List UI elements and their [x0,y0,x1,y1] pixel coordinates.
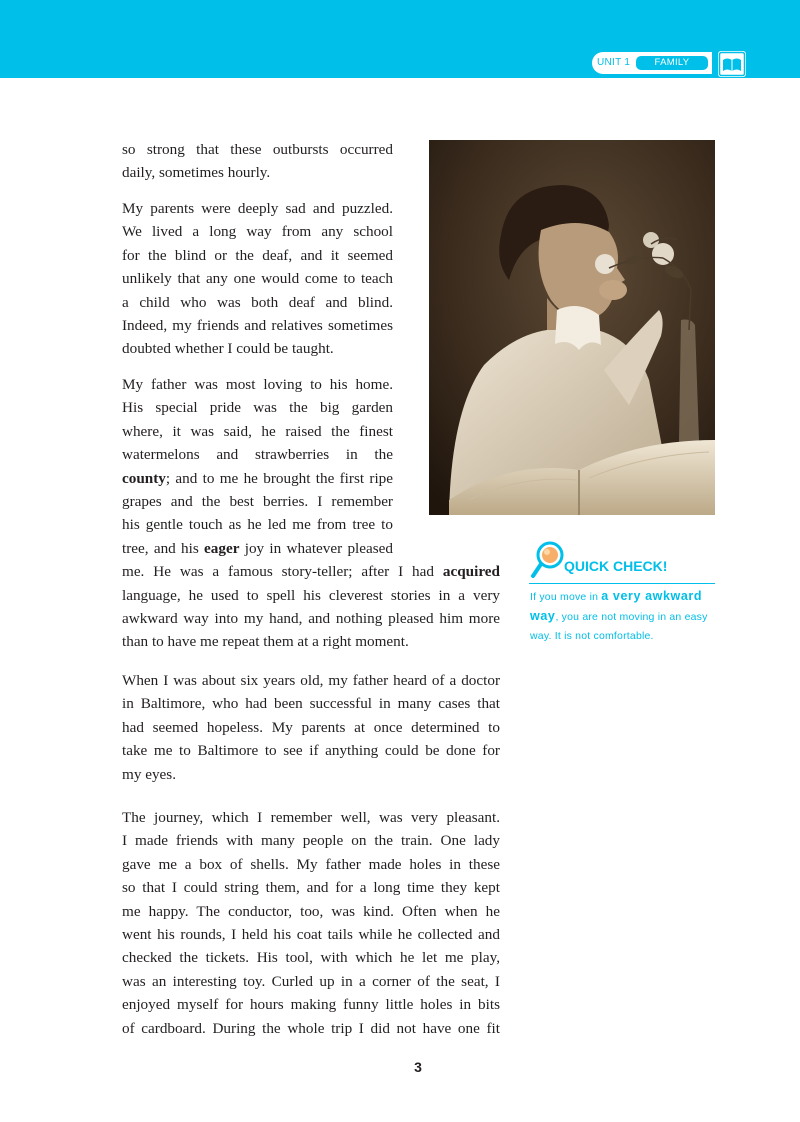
vocab-county: county [122,469,166,487]
text-line: in Baltimore, who had been successful in many cases that [122,695,500,713]
magnifier-icon [530,541,568,581]
text-line: where, it was said, he raised the finest [122,422,393,440]
text-line: me happy. The conductor, too, was kind. Often when he [122,902,500,920]
unit-topic-pill: FAMILY [636,56,708,70]
text-line: grapes and the best berries. I remember [122,493,393,511]
text-line: take me to Baltimore to see if anything could be done for [122,742,500,760]
text-line: The journey, which I remember well, was very pleasant. [122,809,500,826]
text-line: doubted whether I could be taught. [122,340,334,358]
text-line: His special pride was the big garden [122,399,393,417]
text-line: When I was about six years old, my father heard of a doctor [122,672,500,689]
quick-check-title: QUICK CHECK! [564,558,668,574]
quick-check-keyword: a very awkward way [530,589,703,623]
vocab-eager: eager [204,539,240,557]
open-book-icon [718,51,746,77]
text-line: awkward way into my hand, and nothing pleased him more [122,610,500,628]
text-line: My father was most loving to his home. [122,376,393,393]
text-line: I made friends with many people on the train. One lady [122,832,500,850]
page-number: 3 [414,1059,422,1075]
text-line: watermelons and strawberries in the [122,446,393,464]
text-line: county; and to me he brought the first ripe [122,469,393,487]
text-line: than to have me repeat them at a right moment. [122,633,409,651]
text-line: unlikely that any one would come to teach [122,270,393,288]
paragraph-1 [122,138,393,185]
text-line: went his rounds, I held his coat tails while he collected and [122,926,500,944]
quick-check-text: If you move in a very awkward way, you are not moving in an easy way. It is not comfortable. [530,589,708,642]
text-line: of cardboard. During the whole trip I did not have one fit [122,1019,500,1037]
text-line: daily, sometimes hourly. [122,164,271,182]
text-line: checked the tickets. His tool, with which he let me play, [122,949,500,967]
quick-check-divider [529,583,715,584]
text-line: was an interesting toy. Curled up in a corner of the seat, I [122,972,500,990]
text-line: tree, and his eager joy in whatever pleased [122,539,393,557]
text-line: language, he used to spell his cleverest stories in a very [122,586,500,604]
text-line: me. He was a famous story-teller; after I had acquired [122,563,500,581]
text-line: a child who was both deaf and blind. [122,293,393,311]
vocab-acquired: acquired [442,563,500,581]
text-line: gave me a box of shells. My father made holes in these [122,855,500,873]
unit-label: UNIT 1 [597,57,631,68]
paragraph-4 [122,669,500,786]
text-line: My parents were deeply sad and puzzled. [122,200,393,217]
text-line: Indeed, my friends and relatives sometimes [122,317,393,335]
paragraph-5 [122,806,500,1040]
paragraph-2 [122,197,393,361]
text-line: his gentle touch as he led me from tree to [122,516,393,534]
text-line: for the blind or the deaf, and it seemed [122,246,393,264]
portrait-photo [429,140,715,515]
text-line: We lived a long way from any school [122,223,393,241]
text-line: so that I could string them, and for a long time they kept [122,879,500,897]
text-line: enjoyed myself for hours making funny little holes in bits [122,996,500,1014]
text-line: so strong that these outbursts occurred [122,141,393,158]
text-line: had seemed hopeless. My parents at once determined to [122,718,500,736]
text-line: my eyes. [122,765,176,783]
